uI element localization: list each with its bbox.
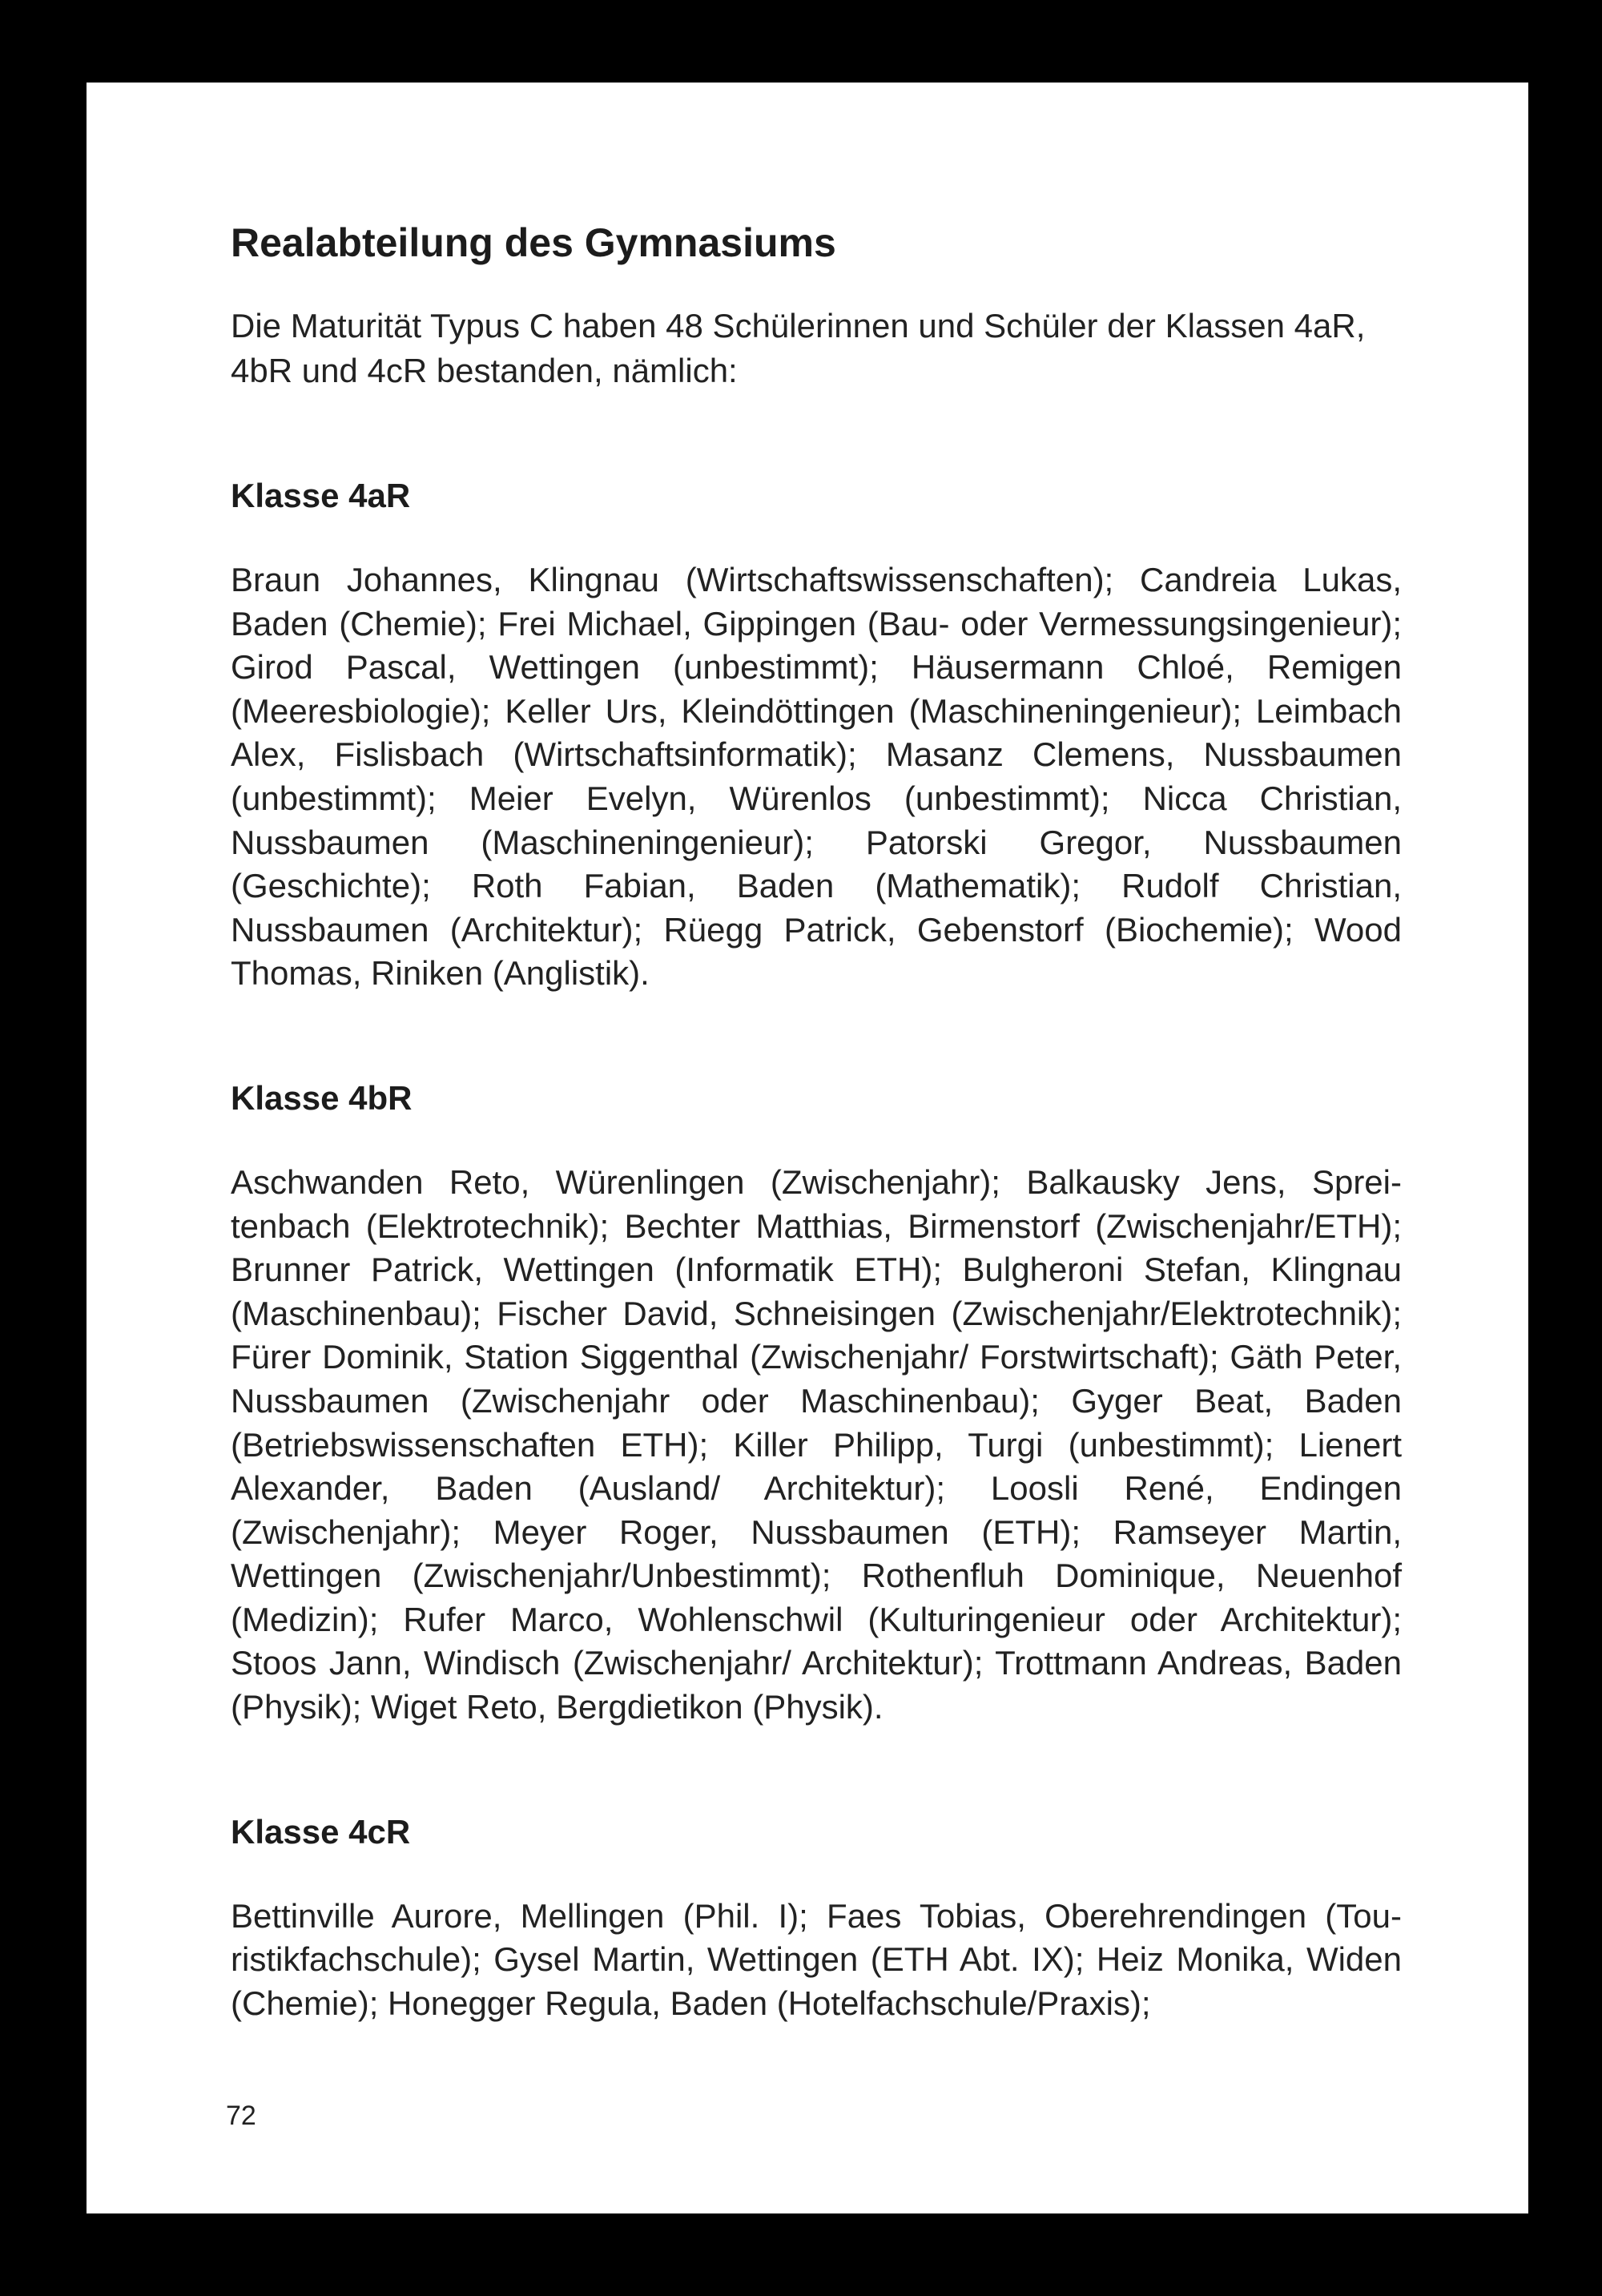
scan-border-left [0,0,87,2296]
section-heading-4br: Klasse 4bR [231,1078,413,1117]
document-page [87,83,1528,2213]
section-text-4cr: Bettinville Aurore, Mellingen (Phil. I); Faes Tobias, Oberehrendingen (Touristikfachschule); Gysel Martin, Wettingen (ETH Abt. IX); Heiz Monika, Widen (Chemie); Honegger Regula, Baden (Hotelfachschule/Praxis); [231,1896,1402,2022]
intro-paragraph: Die Maturität Typus C haben 48 Schülerinnen und Schüler der Klassen 4aR, 4bR und 4cR bestanden, nämlich: [231,307,1366,389]
page-number: 72 [226,2101,256,2131]
section-heading-4cr: Klasse 4cR [231,1812,411,1851]
section-heading-4ar: Klasse 4aR [231,477,411,514]
page-content [231,219,1402,2025]
scan-border-bottom [0,2213,1602,2296]
scan-border-top [0,0,1602,83]
page-title: Realabteilung des Gymnasiums [231,220,836,265]
section-text-4ar: Braun Johannes, Klingnau (Wirtschaftswissenschaften); Candreia Lukas, Baden (Chemie); Frei Michael, Gippingen (Bau- oder Vermessungsingenieur); Girod Pascal, Wettingen (unbestimmt); Häusermann Chloé, Remigen (Meeresbiologie); Keller Urs, Kleindöttingen (Maschineningenieur); Leimbach Alex, Fislisbach (Wirtschaftsinformatik); Masanz Clemens, Nussbaumen (unbestimmt); Meier Evelyn, Würenlos (unbestimmt); Nicca Christian, Nussbaumen (Maschineningenieur); Patorski Gregor, Nussbaumen (Geschichte); Roth Fabian, Baden (Mathematik); Rudolf Christian, Nussbaumen (Architektur); Rüegg Patrick, Gebenstorf (Biochemie); Wood Thomas, Riniken (Anglistik). [231,561,1402,993]
section-text-4br: Aschwanden Reto, Würenlingen (Zwischenjahr); Balkausky Jens, Spreitenbach (Elektrotechnik); Bechter Matthias, Birmenstorf (Zwischenjahr/ETH); Brunner Patrick, Wettingen (Informatik ETH); Bulgheroni Stefan, Klingnau (Maschinenbau); Fischer David, Schneisingen (Zwischenjahr/Elektrotechnik); Fürer Dominik, Station Siggenthal (Zwischenjahr/ Forstwirtschaft); Gäth Peter, Nussbaumen (Zwischenjahr oder Maschinenbau); Gyger Beat, Baden (Betriebswissenschaften ETH); Killer Philipp, Turgi (unbestimmt); Lienert Alexander, Baden (Ausland/ Architektur); Loosli René, Endingen (Zwischenjahr); Meyer Roger, Nussbaumen (ETH); Ramseyer Martin, Wettingen (Zwischenjahr/Unbestimmt); Rothenfluh Dominique, Neuenhof (Medizin); Rufer Marco, Wohlenschwil (Kulturingenieur oder Architektur); Stoos Jann, Windisch (Zwischenjahr/ Architektur); Trottmann Andreas, Baden (Physik); Wiget Reto, Bergdietikon (Physik). [231,1162,1402,1726]
scan-border-right [1528,0,1602,2296]
